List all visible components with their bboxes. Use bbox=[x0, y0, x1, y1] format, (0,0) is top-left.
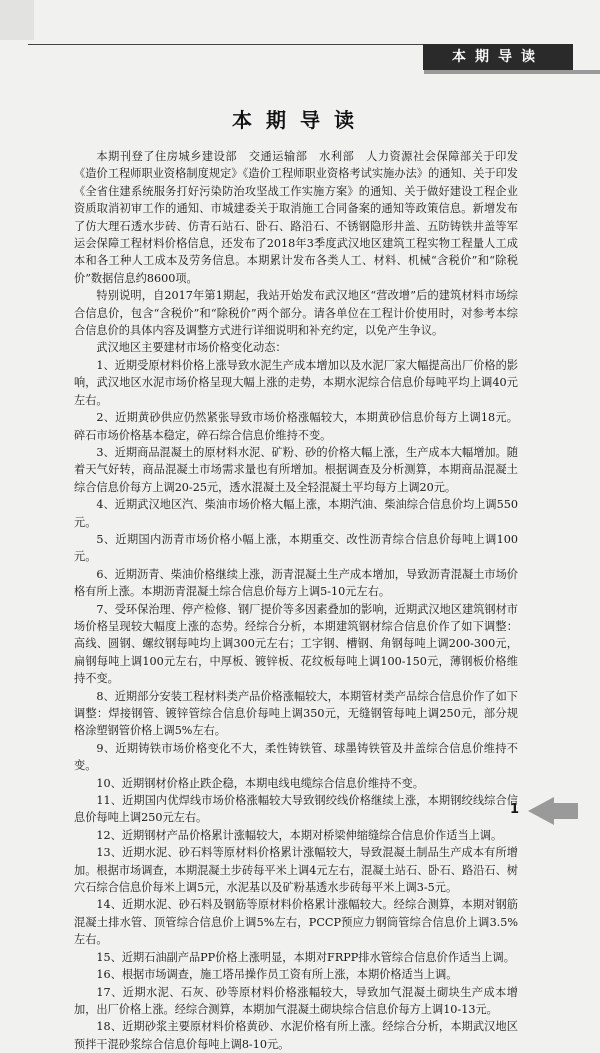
page-arrow-icon bbox=[528, 797, 554, 825]
list-item: 11、近期国内优焊线市场价格涨幅较大导致钢绞线价格继续上涨，本期钢绞线综合信息价每吨上调250元左右。 bbox=[74, 794, 518, 825]
list-item: 13、近期水泥、砂石料等原材料价格累计涨幅较大，导致混凝土制品生产成本有所增加。根据市场调查，本期混凝土步砖每平米上调4元左右，混凝土站石、卧石、路沿石、树穴石综合信息价每米上调5元，水泥基以及矿粉基透水步砖每平米上调3-5元。 bbox=[74, 846, 518, 895]
header-accent-bar bbox=[424, 70, 600, 74]
list-item: 9、近期铸铁市场价格变化不大，柔性铸铁管、球墨铸铁管及井盖综合信息价维持不变。 bbox=[74, 741, 518, 773]
page-arrow-tail bbox=[554, 803, 578, 819]
list-item: 7、受环保治理、停产检修、钢厂提价等多因素叠加的影响，近期武汉地区建筑钢材市场价格呈现较大幅度上涨的态势。经综合分析，本期建筑钢材综合信息价作了如下调整：高线、圆钢、螺纹钢每吨均上调300元左右；工字钢、槽钢、角钢每吨上调200-300元，扁钢每吨上调100元左右，中厚板、镀锌板、花纹板每吨上调100-150元，薄钢板价格维持不变。 bbox=[74, 602, 518, 686]
list-item: 6、近期沥青、柴油价格继续上涨，沥青混凝土生产成本增加，导致沥青混凝土市场价格有所上涨。本期沥青混凝土综合信息价每方上调5-10元左右。 bbox=[74, 567, 518, 599]
article-body bbox=[74, 148, 518, 1053]
list-item: 4、近期武汉地区汽、柴油市场价格大幅上涨，本期汽油、柴油综合信息价均上调550元。 bbox=[74, 498, 518, 529]
list-item: 10、近期钢材价格止跌企稳，本期电线电缆综合信息价维持不变。 bbox=[96, 776, 424, 790]
page-title: 本期导读 bbox=[232, 108, 368, 132]
list-item: 5、近期国内沥青市场价格小幅上涨，本期重交、改性沥青综合信息价每吨上调100元。 bbox=[74, 532, 518, 564]
header-section-tab: 本期导读 bbox=[423, 44, 573, 70]
list-item: 8、近期部分安装工程材料类产品价格涨幅较大，本期管材类产品综合信息价作了如下调整：焊接钢管、镀锌管综合信息价每吨上调350元，无缝钢管每吨上调250元，部分规格涂塑钢管价格上调5%左右。 bbox=[74, 689, 518, 738]
list-item: 17、近期水泥、石灰、砂等原材料价格涨幅较大，导致加气混凝土砌块生产成本增加，出厂价格上涨。经综合测算，本期加气混凝土砌块综合信息价每方上调10-13元。 bbox=[74, 985, 518, 1016]
list-item: 2、近期黄砂供应仍然紧张导致市场价格涨幅较大，本期黄砂信息价每方上调18元。碎石市场价格基本稳定，碎石综合信息价维持不变。 bbox=[74, 411, 518, 442]
intro-paragraph: 本期刊登了住房城乡建设部 交通运输部 水利部 人力资源社会保障部关于印发《造价工程师职业资格制度规定》《造价工程师职业资格考试实施办法》的通知、关于印发《全省住建系统服务打好污染防治攻坚战工作实施方案》的通知、关于做好建设工程企业资质取消初审工作的通知、市城建委关于取消施工合同备案的通知等政策信息。新增发布了仿大理石透水步砖、仿青石站石、卧石、路沿石、不锈钢隐形井盖、五防铸铁井盖等军运会保障工程材料价格信息，还发布了2018年3季度武汉地区建筑工程实物工程量人工成本和各工种人工成本及劳务信息。本期累计发布各类人工、材料、机械“含税价”和“除税价”数据信息约8600项。 bbox=[74, 150, 518, 285]
list-item: 14、近期水泥、砂石料及钢筋等原材料价格累计涨幅较大。经综合测算，本期对钢筋混凝土排水管、顶管综合信息价上调5%左右，PCCP预应力钢筒管综合信息价上调3.5%左右。 bbox=[74, 898, 518, 947]
list-item: 1、近期受原材料价格上涨导致水泥生产成本增加以及水泥厂家大幅提高出厂价格的影响，武汉地区水泥市场价格呈现大幅上涨的走势，本期水泥综合信息价每吨平均上调40元左右。 bbox=[74, 358, 518, 407]
notice-paragraph: 特别说明，自2017年第1期起，我站开始发布武汉地区“营改增”后的建筑材料市场综合信息价，包含“含税价”和“除税价”两个部分。请各单位在工程计价使用时，对参考本综合信息价的具体内容及调整方式进行详细说明和补充约定，以免产生争议。 bbox=[74, 289, 518, 338]
list-item: 12、近期钢材产品价格累计涨幅较大，本期对桥梁伸缩缝综合信息价作适当上调。 bbox=[96, 828, 503, 842]
corner-decoration bbox=[0, 0, 34, 40]
list-item: 15、近期石油副产品PP价格上涨明显，本期对FRPP排水管综合信息价作适当上调。 bbox=[96, 950, 515, 964]
list-item: 18、近期砂浆主要原材料价格黄砂、水泥价格有所上涨。经综合分析，本期武汉地区预拌干混砂浆综合信息价每吨上调8-10元。 bbox=[74, 1020, 518, 1051]
list-item: 3、近期商品混凝土的原材料水泥、矿粉、砂的价格大幅上涨，生产成本大幅增加。随着天气好转，商品混凝土市场需求量也有所增加。根据调查及分析测算，本期商品混凝土综合信息价每方上调20-25元，透水混凝土及全轻混凝土平均每方上调20元。 bbox=[74, 445, 518, 494]
section-heading: 武汉地区主要建材市场价格变化动态： bbox=[96, 341, 287, 355]
page-number: 1 bbox=[510, 802, 520, 817]
list-item: 16、根据市场调查，施工塔吊操作员工资有所上涨，本期价格适当上调。 bbox=[96, 968, 458, 982]
